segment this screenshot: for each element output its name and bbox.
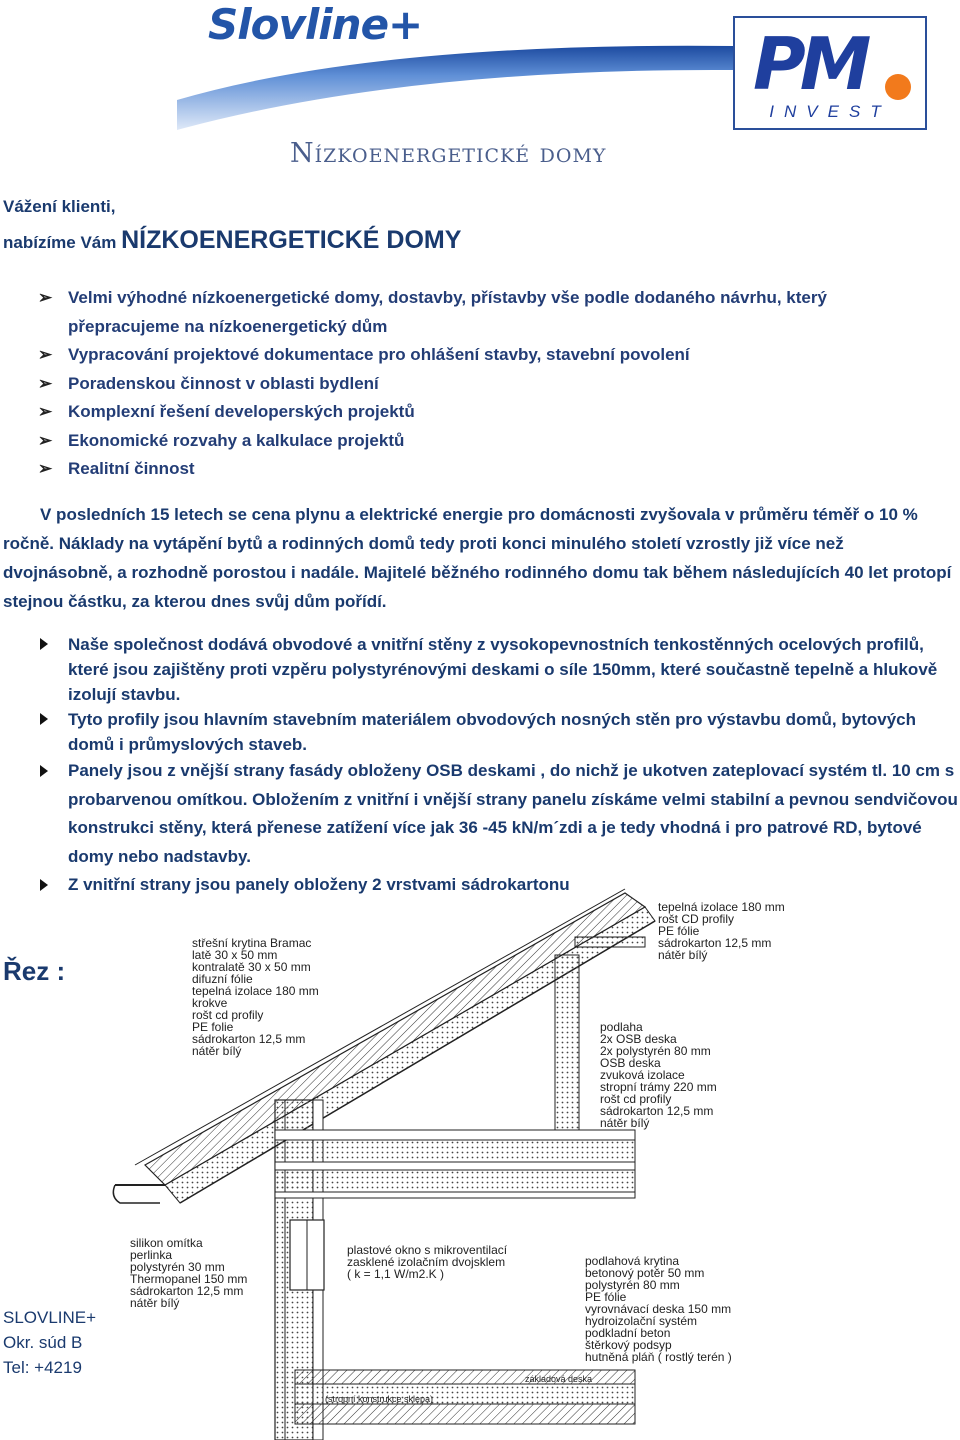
offer-highlight: NÍZKOENERGETICKÉ DOMY bbox=[121, 226, 462, 254]
footer-court: Okr. súd B bbox=[3, 1333, 83, 1352]
diagram-label: nátěr bílý bbox=[600, 1116, 650, 1130]
wall-layers-labels bbox=[130, 1236, 247, 1310]
diagram-label: hutněná pláň ( rostlý terén ) bbox=[585, 1350, 732, 1364]
triangle-bullet-icon bbox=[40, 638, 48, 650]
diagram-label: podlahová krytina bbox=[585, 1254, 680, 1268]
triangle-bullet-icon bbox=[40, 879, 48, 891]
window bbox=[290, 1220, 324, 1290]
cross-section-diagram bbox=[85, 885, 845, 1440]
footer-company: SLOVLINE+ bbox=[3, 1308, 97, 1327]
list-item: ➢ Poradenskou činnost v oblasti bydlení bbox=[38, 370, 938, 399]
list-item: Z vnitřní strany jsou panely obloženy 2 vrstvami sádrokartonu bbox=[38, 871, 958, 900]
greeting: Vážení klienti, bbox=[3, 197, 116, 216]
diagram-label: nátěr bílý bbox=[130, 1296, 180, 1310]
offer-line bbox=[3, 226, 461, 255]
diagram-label: latě 30 x 50 mm bbox=[192, 948, 278, 962]
arrow-bullet-icon: ➢ bbox=[38, 288, 53, 307]
floor-slab bbox=[275, 1130, 635, 1198]
diagram-label: 2x polystyrén 80 mm bbox=[600, 1044, 711, 1058]
triangle-bullet-icon bbox=[40, 765, 48, 777]
base-label-ceiling: (stropní konstrukce sklepa) bbox=[325, 1394, 434, 1404]
list-item: ➢ Vypracování projektové dokumentace pro ohlášení stavby, stavební povolení bbox=[38, 341, 938, 370]
diagram-label: krokve bbox=[192, 996, 228, 1010]
triangle-bullet-icon bbox=[40, 713, 48, 725]
diagram-label: PE fólie bbox=[658, 924, 700, 938]
diagram-label: tepelná izolace 180 mm bbox=[192, 984, 319, 998]
diagram-label: PE folie bbox=[192, 1020, 234, 1034]
diagram-label: PE fólie bbox=[585, 1290, 627, 1304]
list-item: ➢ Komplexní řešení developerských projektů bbox=[38, 398, 938, 427]
diagram-label: štěrkový podsyp bbox=[585, 1338, 672, 1352]
diagram-label: OSB deska bbox=[600, 1056, 661, 1070]
diagram-label: zvuková izolace bbox=[600, 1068, 685, 1082]
list-item: ➢ Realitní činnost bbox=[38, 455, 938, 484]
offer-prefix: nabízíme Vám bbox=[3, 233, 117, 252]
diagram-label: rošt cd profily bbox=[600, 1092, 672, 1106]
diagram-label: perlinka bbox=[130, 1248, 173, 1262]
floor-layers-labels bbox=[600, 1020, 717, 1130]
arrow-bullet-icon: ➢ bbox=[38, 402, 53, 421]
diagram-label: tepelná izolace 180 mm bbox=[658, 900, 785, 914]
energy-cost-paragraph: V posledních 15 letech se cena plynu a elektrické energie pro domácnosti zvyšovala v průměru téměř o 10 % ročně. Náklady na vytápění bytů a rodinných domů tedy proti konci minulého století vzrostly již více než dvojnásobně, a rozhodně porostou i nadále. Majitelé běžného rodinného domu tak během následujících 40 let protopí stejnou částku, za kterou dnes svůj dům pořídí. bbox=[3, 505, 952, 611]
diagram-label: sádrokarton 12,5 mm bbox=[130, 1284, 244, 1298]
list-item: Naše společnost dodává obvodové a vnitřní stěny z vysokopevnostních tenkostěnných ocelových profilů, které jsou zajištěny proti vzpěru polystyrénovými deskami o síle 150mm, které součastně tepelně a hlukově izolují stavbu. bbox=[38, 632, 958, 707]
pm-logo-subtitle: INVEST bbox=[769, 102, 891, 121]
diagram-label: ( k = 1,1 W/m2.K ) bbox=[347, 1267, 445, 1281]
diagram-label: nátěr bílý bbox=[658, 948, 708, 962]
arrow-bullet-icon: ➢ bbox=[38, 373, 53, 393]
arrow-bullet-icon: ➢ bbox=[38, 459, 53, 478]
footer-contact bbox=[3, 1305, 97, 1380]
diagram-label: difuzní fólie bbox=[192, 972, 253, 986]
diagram-label: betonový potěr 50 mm bbox=[585, 1266, 705, 1280]
ground-layers-labels bbox=[585, 1254, 732, 1364]
diagram-label: hydroizolační systém bbox=[585, 1314, 698, 1328]
pm-logo-dot bbox=[885, 74, 911, 100]
diagram-label: vyrovnávací deska 150 mm bbox=[585, 1302, 732, 1316]
arrow-bullet-icon: ➢ bbox=[38, 430, 53, 450]
features-list bbox=[38, 632, 958, 900]
diagram-label: silikon omítka bbox=[130, 1236, 203, 1250]
list-item: Tyto profily jsou hlavním stavebním materiálem obvodových nosných stěn pro výstavbu domů, bytových domů i průmyslových staveb. bbox=[38, 707, 958, 757]
diagram-label: rošt CD profily bbox=[658, 912, 735, 926]
diagram-label: rošt cd profily bbox=[192, 1008, 264, 1022]
footer-phone: Tel: +4219 bbox=[3, 1358, 82, 1377]
list-item: Panely jsou z vnější strany fasády obloženy OSB deskami , do nichž je ukotven zateplovací systém tl. 10 cm s probarvenou omítkou. Obložením z vnitřní i vnější strany panelu získáme velmi stabilní a pevnou sendvičovou konstrukci stěny, která přenese zatížení více jak 36 -45 kN/m´zdi a je tedy vhodná i pro patrové RD, bytové domy nebo nadstavby. bbox=[38, 757, 958, 871]
diagram-label: podkladní beton bbox=[585, 1326, 671, 1340]
window-note-labels bbox=[347, 1243, 508, 1281]
base-label-foundation: základová deska bbox=[525, 1374, 593, 1384]
section-label: Řez : bbox=[3, 956, 66, 986]
diagram-label: střešní krytina Bramac bbox=[192, 936, 312, 950]
services-list bbox=[38, 284, 938, 484]
pm-logo-letters: PM bbox=[753, 22, 866, 106]
interior-wall bbox=[555, 955, 579, 1135]
diagram-label: polystyrén 30 mm bbox=[130, 1260, 225, 1274]
slovline-logo: Slovline+ bbox=[208, 0, 423, 49]
diagram-label: plastové okno s mikroventilací bbox=[347, 1243, 508, 1257]
diagram-label: nátěr bílý bbox=[192, 1044, 242, 1058]
roof-layers-labels bbox=[192, 936, 319, 1058]
ceiling-layers-labels bbox=[658, 900, 785, 962]
attic-ceiling bbox=[575, 937, 645, 947]
diagram-label: polystyrén 80 mm bbox=[585, 1278, 680, 1292]
diagram-label: podlaha bbox=[600, 1020, 643, 1034]
list-item: ➢ Ekonomické rozvahy a kalkulace projektů bbox=[38, 427, 938, 456]
list-item: ➢ Velmi výhodné nízkoenergetické domy, dostavby, přístavby vše podle dodaného návrhu, který přepracujeme na nízkoenergetický dům bbox=[38, 284, 938, 341]
diagram-label: stropní trámy 220 mm bbox=[600, 1080, 717, 1094]
document-title: Nízkoenergetické domy bbox=[290, 138, 607, 169]
pm-invest-logo bbox=[733, 16, 927, 130]
diagram-label: 2x OSB deska bbox=[600, 1032, 677, 1046]
diagram-label: kontralatě 30 x 50 mm bbox=[192, 960, 311, 974]
diagram-label: sádrokarton 12,5 mm bbox=[192, 1032, 306, 1046]
diagram-label: sádrokarton 12,5 mm bbox=[658, 936, 772, 950]
foundation bbox=[295, 1370, 635, 1424]
arrow-bullet-icon: ➢ bbox=[38, 345, 53, 364]
header-swoosh bbox=[175, 30, 735, 135]
diagram-label: Thermopanel 150 mm bbox=[130, 1272, 248, 1286]
diagram-label: sádrokarton 12,5 mm bbox=[600, 1104, 714, 1118]
diagram-label: zasklené izolačním dvojsklem bbox=[347, 1255, 506, 1269]
